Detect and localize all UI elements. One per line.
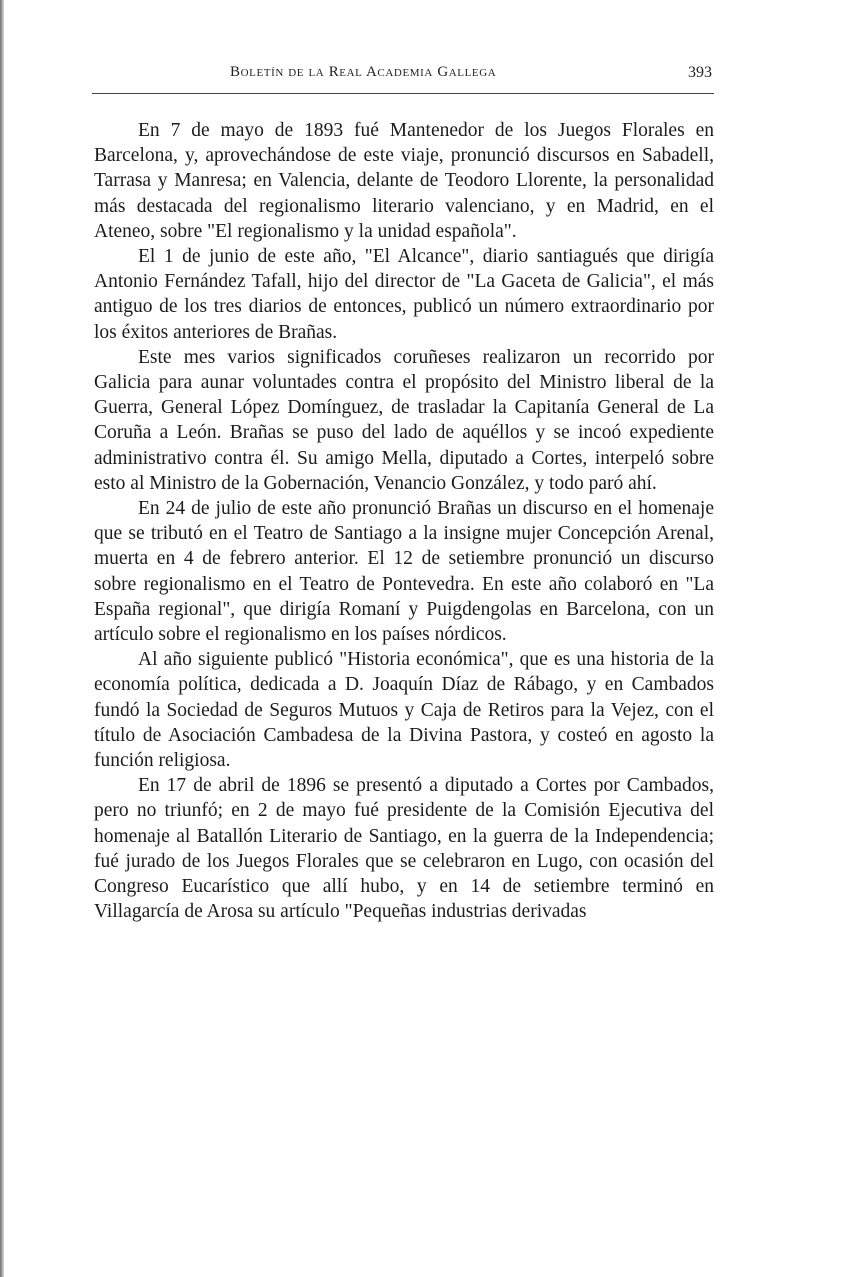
scan-edge bbox=[0, 0, 4, 1277]
running-head: Boletín de la Real Academia Gallega bbox=[230, 64, 497, 80]
paragraph: Este mes varios significados coruñeses realizaron un recorrido por Galicia para aunar voluntades contra el propósito del Ministro liberal de la Guerra, General López Domínguez, de trasladar la Capitanía General de La Coruña a León. Brañas se puso del lado de aquéllos y se incoó expediente administrativo contra él. Su amigo Mella, diputado a Cortes, interpeló sobre esto al Ministro de la Gobernación, Venancio González, y todo paró ahí. bbox=[94, 346, 714, 494]
page-header bbox=[92, 62, 712, 86]
paragraph: En 24 de julio de este año pronunció Brañas un discurso en el homenaje que se tributó en el Teatro de Santiago a la insigne mujer Concepción Arenal, muerta en 4 de febrero anterior. El 12 de setiembre pronunció un discurso sobre regionalismo en el Teatro de Pontevedra. En este año colaboró en "La España regional", que dirigía Romaní y Puigdengolas en Barcelona, con un artículo sobre el regionalismo en los países nórdicos. bbox=[94, 498, 714, 646]
paragraph: En 17 de abril de 1896 se presentó a diputado a Cortes por Cambados, pero no triunfó; en 2 de mayo fué presidente de la Comisión Ejecutiva del homenaje al Batallón Literario de Santiago, en la guerra de la Independencia; fué jurado de los Juegos Florales que se celebraron en Lugo, con ocasión del Congreso Eucarístico que allí hubo, y en 14 de setiembre terminó en Villagarcía de Arosa su artículo "Pequeñas industrias derivadas bbox=[94, 775, 714, 923]
paragraph: Al año siguiente publicó "Historia económica", que es una historia de la economía política, dedicada a D. Joaquín Díaz de Rábago, y en Cambados fundó la Sociedad de Seguros Mutuos y Caja de Retiros para la Vejez, con el título de Asociación Cambadesa de la Divina Pastora, y costeó en agosto la función religiosa. bbox=[94, 649, 714, 772]
body-text bbox=[94, 118, 714, 925]
paragraph: El 1 de junio de este año, "El Alcance", diario santiagués que dirigía Antonio Fernández Tafall, hijo del director de "La Gaceta de Galicia", el más antiguo de los tres diarios de entonces, publicó un número extraordinario por los éxitos anteriores de Brañas. bbox=[94, 246, 714, 343]
header-rule bbox=[92, 93, 714, 94]
page-number: 393 bbox=[688, 64, 712, 81]
paragraph: En 7 de mayo de 1893 fué Mantenedor de los Juegos Florales en Barcelona, y, aprovechándose de este viaje, pronunció discursos en Sabadell, Tarrasa y Manresa; en Valencia, delante de Teodoro Llorente, la personalidad más destacada del regionalismo literario valenciano, y en Madrid, en el Ateneo, sobre "El regionalismo y la unidad española". bbox=[94, 120, 714, 242]
